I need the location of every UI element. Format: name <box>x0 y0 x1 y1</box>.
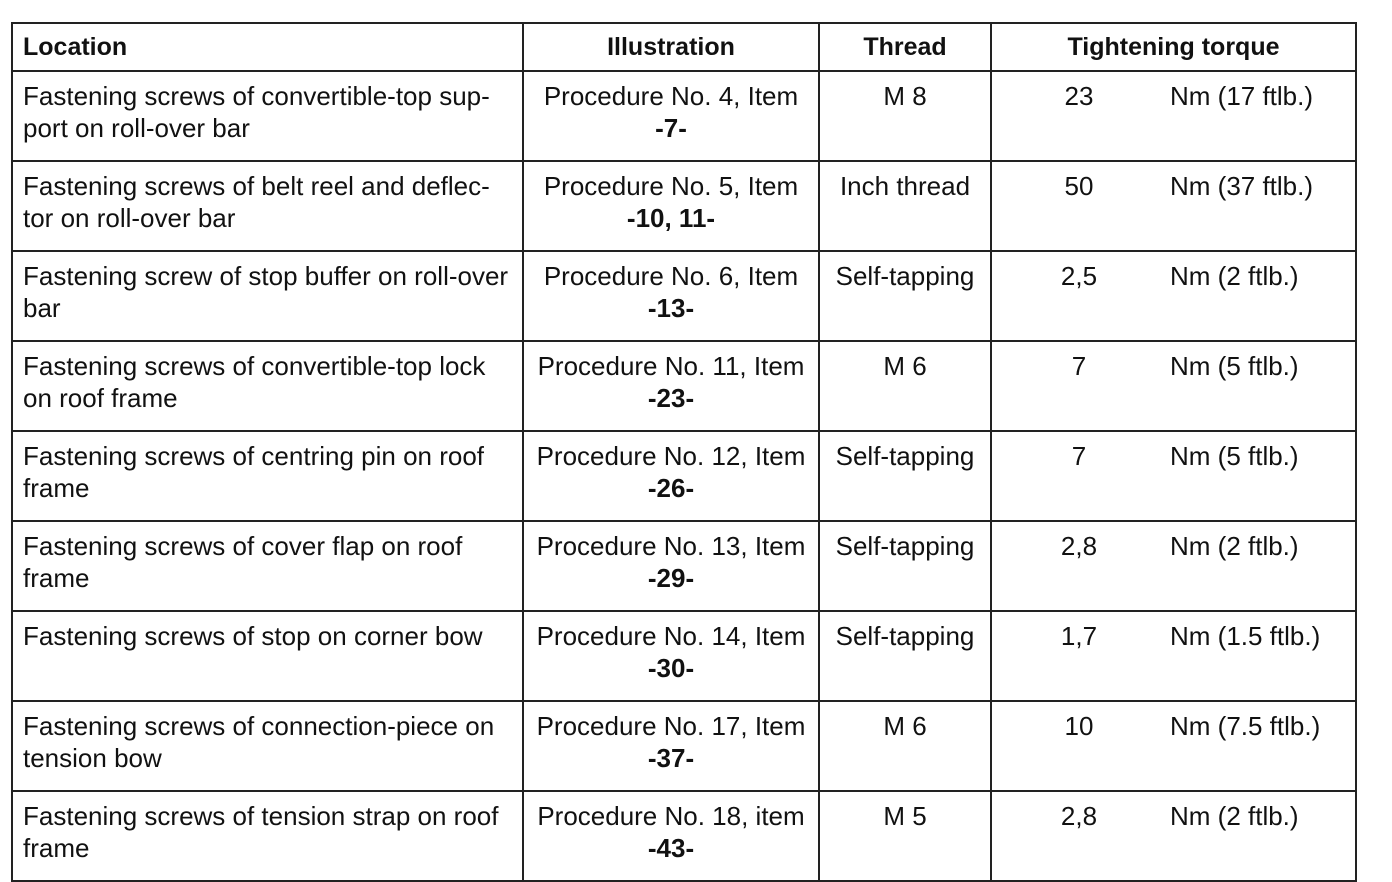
illustration-cell <box>523 71 819 161</box>
procedure-reference: Procedure No. 17, Item <box>536 711 806 741</box>
torque-cell <box>991 701 1356 791</box>
illustration-cell <box>523 251 819 341</box>
item-number: -10, 11- <box>626 203 716 233</box>
torque-cell <box>991 791 1356 881</box>
location-cell: Fastening screws of stop on corner bow <box>12 611 523 701</box>
torque-unit: Nm (37 ftlb.) <box>1170 171 1314 201</box>
procedure-reference: Procedure No. 11, Item <box>537 351 805 381</box>
illustration-cell <box>523 161 819 251</box>
procedure-reference: Procedure No. 5, Item <box>543 171 799 201</box>
table-row <box>12 341 1356 431</box>
procedure-reference: Procedure No. 18, item <box>537 801 805 831</box>
torque-unit: Nm (17 ftlb.) <box>1170 81 1314 111</box>
torque-unit: Nm (2 ftlb.) <box>1170 801 1299 831</box>
procedure-reference: Procedure No. 6, Item <box>543 261 799 291</box>
thread-cell: Self-tapping <box>819 431 991 521</box>
item-number: -43- <box>647 833 695 863</box>
torque-value: 23 <box>1064 81 1094 111</box>
torque-unit: Nm (7.5 ftlb.) <box>1170 711 1321 741</box>
torque-value: 2,5 <box>1060 261 1098 291</box>
torque-cell <box>991 521 1356 611</box>
item-number: -37- <box>647 743 695 773</box>
illustration-cell <box>523 701 819 791</box>
item-number: -29- <box>647 563 695 593</box>
table-row <box>12 791 1356 881</box>
table-row <box>12 161 1356 251</box>
thread-cell: Self-tapping <box>819 611 991 701</box>
illustration-cell <box>523 791 819 881</box>
location-cell: Fastening screws of cover flap on roof frame <box>12 521 523 611</box>
item-number: -13- <box>647 293 695 323</box>
header-illustration: Illustration <box>523 23 819 71</box>
torque-value: 50 <box>1064 171 1094 201</box>
location-cell: Fastening screws of belt reel and deflec-tor on roll-over bar <box>12 161 523 251</box>
torque-unit: Nm (2 ftlb.) <box>1170 261 1299 291</box>
torque-table <box>11 22 1357 882</box>
illustration-cell <box>523 341 819 431</box>
table-row <box>12 71 1356 161</box>
torque-unit: Nm (5 ftlb.) <box>1170 351 1299 381</box>
location-cell: Fastening screws of convertible-top lock on roof frame <box>12 341 523 431</box>
torque-unit: Nm (2 ftlb.) <box>1170 531 1299 561</box>
item-number: -7- <box>655 113 687 143</box>
procedure-reference: Procedure No. 14, Item <box>536 621 806 651</box>
torque-cell <box>991 71 1356 161</box>
procedure-reference: Procedure No. 13, Item <box>536 531 806 561</box>
thread-cell: Self-tapping <box>819 251 991 341</box>
location-cell: Fastening screws of centring pin on roof frame <box>12 431 523 521</box>
item-number: -23- <box>647 383 695 413</box>
item-number: -30- <box>647 653 695 683</box>
table-row <box>12 701 1356 791</box>
item-number: -26- <box>647 473 695 503</box>
torque-cell <box>991 161 1356 251</box>
torque-value: 7 <box>1071 351 1087 381</box>
location-cell: Fastening screw of stop buffer on roll-over bar <box>12 251 523 341</box>
thread-cell: M 8 <box>819 71 991 161</box>
location-cell: Fastening screws of convertible-top sup-port on roll-over bar <box>12 71 523 161</box>
torque-cell <box>991 251 1356 341</box>
location-cell: Fastening screws of tension strap on roof frame <box>12 791 523 881</box>
table-row <box>12 611 1356 701</box>
header-location: Location <box>12 23 523 71</box>
location-cell: Fastening screws of connection-piece on tension bow <box>12 701 523 791</box>
torque-value: 2,8 <box>1060 801 1098 831</box>
torque-cell <box>991 431 1356 521</box>
table-row <box>12 431 1356 521</box>
procedure-reference: Procedure No. 4, Item <box>543 81 799 111</box>
thread-cell: Self-tapping <box>819 521 991 611</box>
torque-cell <box>991 341 1356 431</box>
thread-cell: Inch thread <box>819 161 991 251</box>
torque-cell <box>991 611 1356 701</box>
torque-value: 10 <box>1064 711 1094 741</box>
header-row <box>12 23 1356 71</box>
torque-value: 2,8 <box>1060 531 1098 561</box>
thread-cell: M 5 <box>819 791 991 881</box>
torque-unit: Nm (1.5 ftlb.) <box>1170 621 1321 651</box>
header-tightening-torque: Tightening torque <box>991 23 1356 71</box>
illustration-cell <box>523 431 819 521</box>
table-row <box>12 251 1356 341</box>
header-thread: Thread <box>819 23 991 71</box>
procedure-reference: Procedure No. 12, Item <box>536 441 806 471</box>
thread-cell: M 6 <box>819 341 991 431</box>
table-row <box>12 521 1356 611</box>
illustration-cell <box>523 611 819 701</box>
torque-value: 1,7 <box>1060 621 1098 651</box>
illustration-cell <box>523 521 819 611</box>
torque-unit: Nm (5 ftlb.) <box>1170 441 1299 471</box>
torque-value: 7 <box>1071 441 1087 471</box>
thread-cell: M 6 <box>819 701 991 791</box>
